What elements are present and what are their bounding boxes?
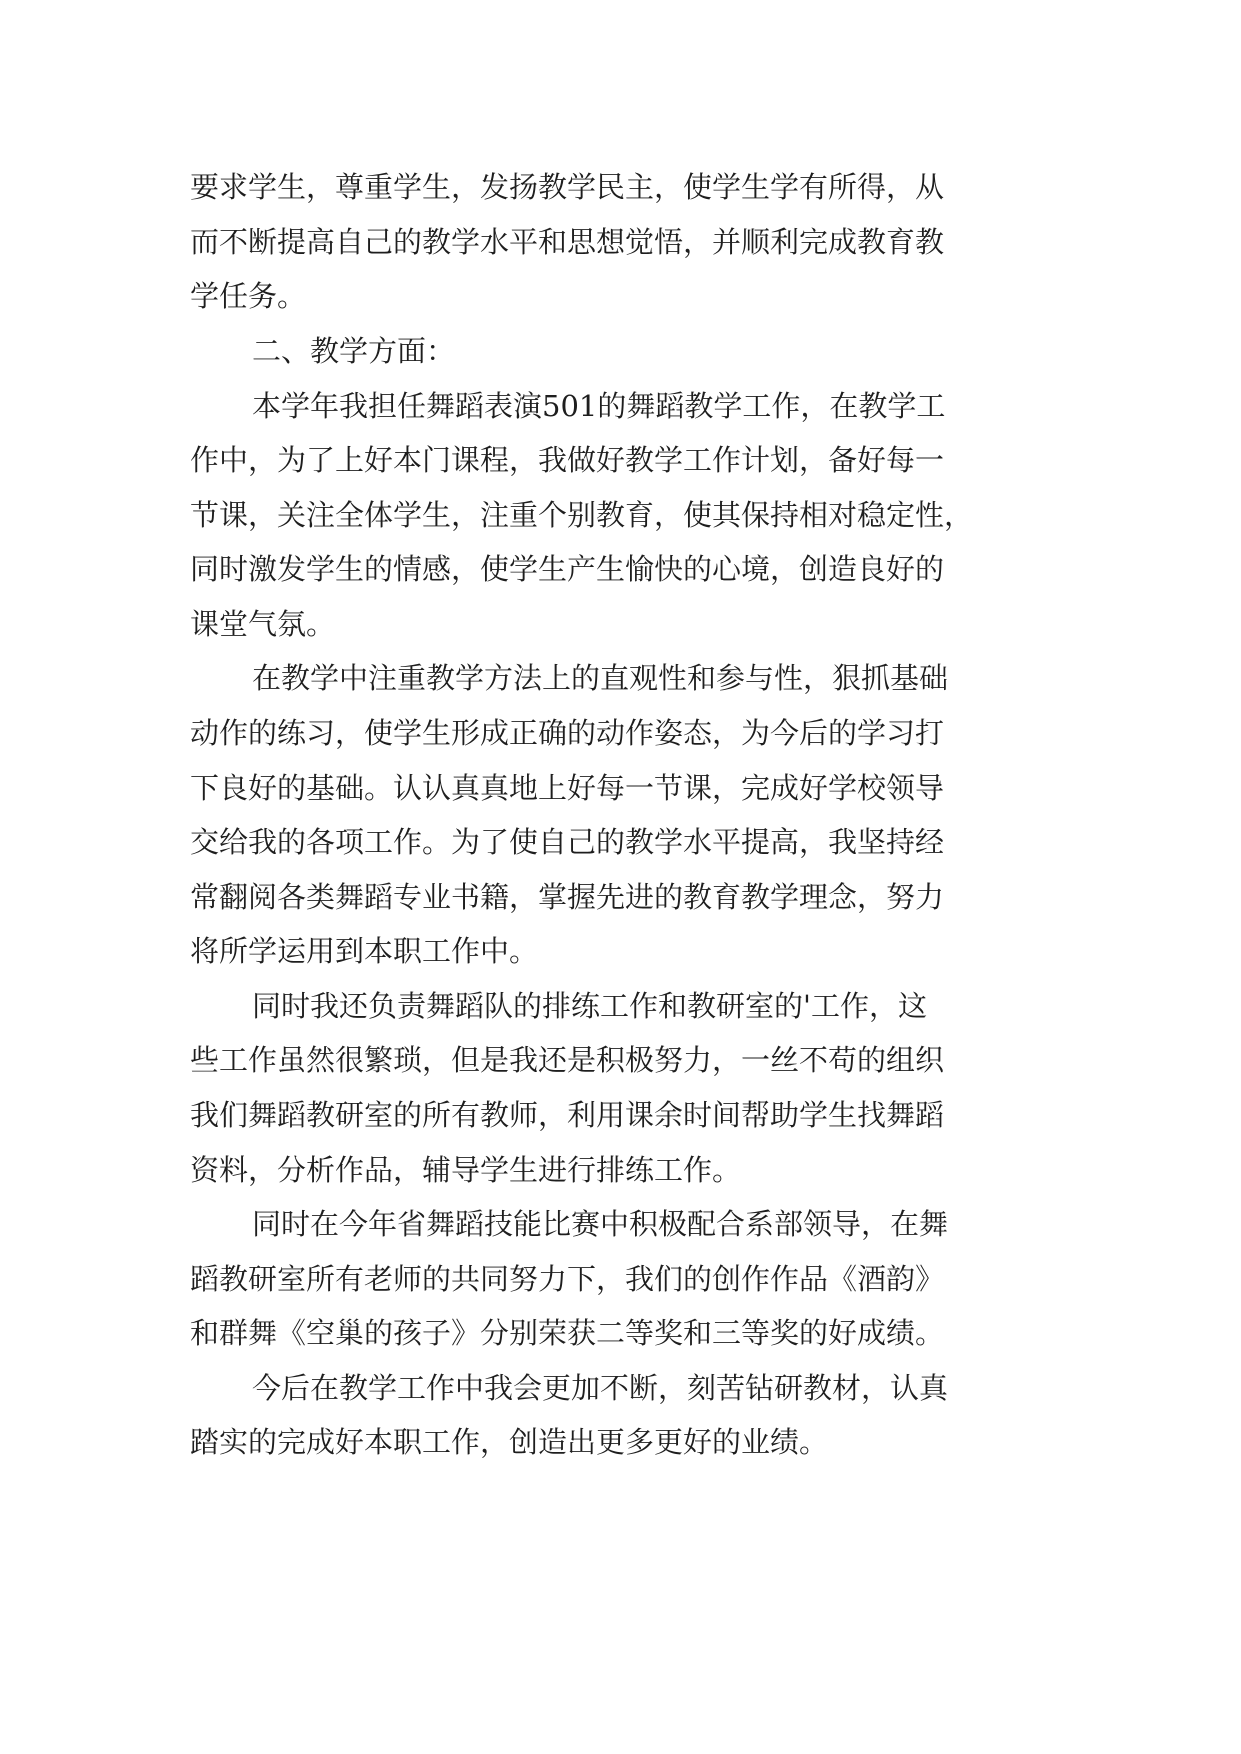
text-line: 踏实的完成好本职工作，创造出更多更好的业绩。 <box>190 1425 829 1459</box>
text-line: 常翻阅各类舞蹈专业书籍，掌握先进的教育教学理念，努力 <box>190 880 945 914</box>
text-line: 学任务。 <box>190 279 307 313</box>
text-line: 交给我的各项工作。为了使自己的教学水平提高，我坚持经 <box>190 825 945 859</box>
text-line: 我们舞蹈教研室的所有教师，利用课余时间帮助学生找舞蹈 <box>190 1098 945 1132</box>
text-line: 些工作虽然很繁琐，但是我还是积极努力，一丝不苟的组织 <box>190 1043 945 1077</box>
text-line: 将所学运用到本职工作中。 <box>190 934 539 968</box>
text-line: 作中，为了上好本门课程，我做好教学工作计划，备好每一 <box>190 443 945 477</box>
text-line: 同时在今年省舞蹈技能比赛中积极配合系部领导，在舞 <box>252 1207 949 1241</box>
text-line: 而不断提高自己的教学水平和思想觉悟，并顺利完成教育教 <box>190 225 945 259</box>
text-line: 同时激发学生的情感，使学生产生愉快的心境，创造良好的 <box>190 552 945 586</box>
text-line: 资料，分析作品，辅导学生进行排练工作。 <box>190 1153 742 1187</box>
text-line: 下良好的基础。认认真真地上好每一节课，完成好学校领导 <box>190 771 945 805</box>
text-line: 动作的练习，使学生形成正确的动作姿态，为今后的学习打 <box>190 716 945 750</box>
text-line: 和群舞《空巢的孩子》分别荣获二等奖和三等奖的好成绩。 <box>190 1316 945 1350</box>
section-heading: 二、教学方面： <box>252 334 456 368</box>
text-line: 课堂气氛。 <box>190 607 336 641</box>
text-line: 要求学生，尊重学生，发扬教学民主，使学生学有所得，从 <box>190 170 945 204</box>
text-line: 节课，关注全体学生，注重个别教育，使其保持相对稳定性， <box>190 498 974 532</box>
text-line: 同时我还负责舞蹈队的排练工作和教研室的'工作，这 <box>252 989 927 1023</box>
text-line: 在教学中注重教学方法上的直观性和参与性，狠抓基础 <box>252 661 949 695</box>
text-line: 本学年我担任舞蹈表演501的舞蹈教学工作，在教学工 <box>252 389 946 423</box>
text-line: 今后在教学工作中我会更加不断，刻苦钻研教材，认真 <box>252 1371 949 1405</box>
text-line: 蹈教研室所有老师的共同努力下，我们的创作作品《酒韵》 <box>190 1262 945 1296</box>
